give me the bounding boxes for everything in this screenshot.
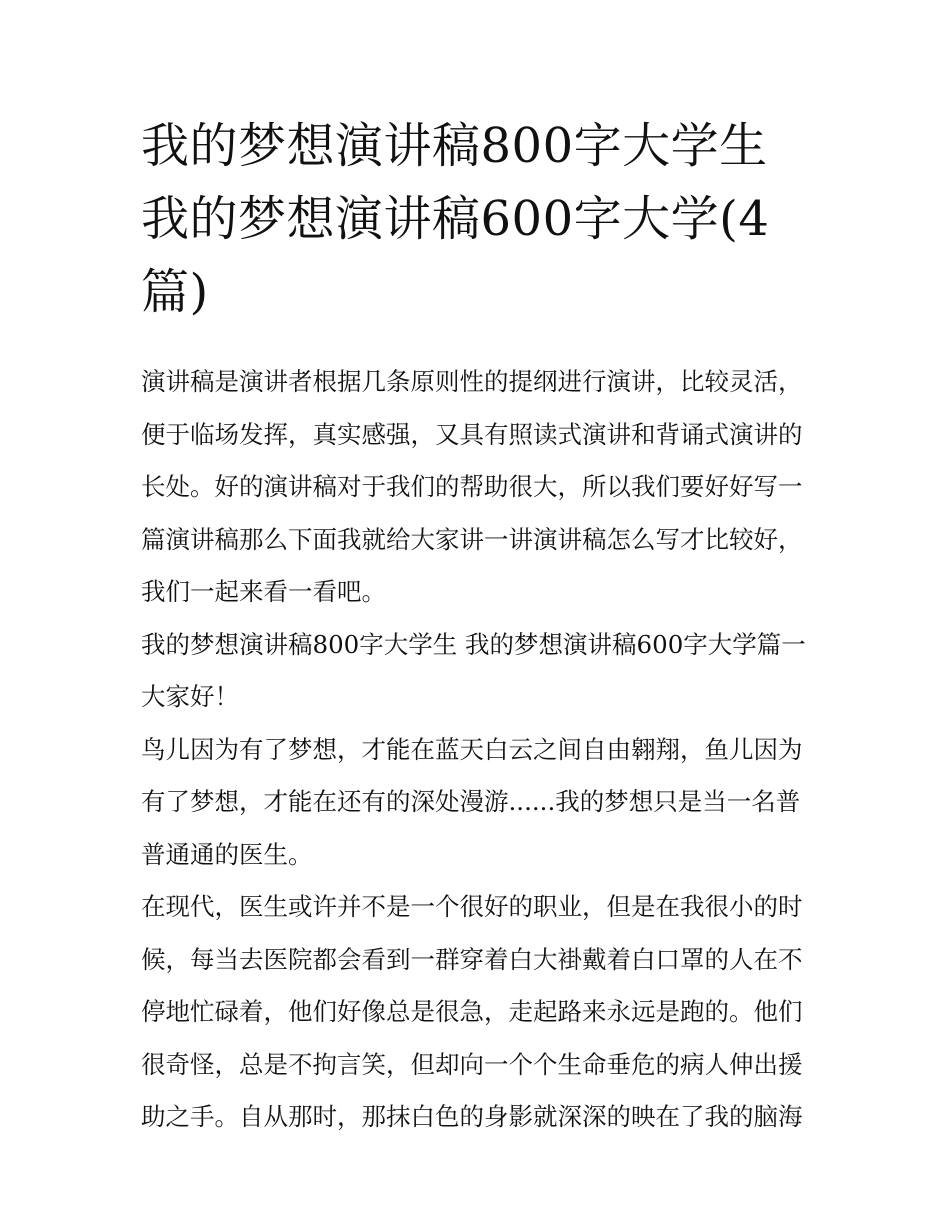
paragraph-intro: 演讲稿是演讲者根据几条原则性的提纲进行演讲，比较灵活，便于临场发挥，真实感强，又具有照读式演讲和背诵式演讲的长处。好的演讲稿对于我们的帮助很大，所以我们要好好写一篇演讲稿那么下面我就给大家讲一讲演讲稿怎么写才比较好，我们一起来看一看吧。 xyxy=(141,367,803,606)
paragraph-section-heading: 我的梦想演讲稿800字大学生 我的梦想演讲稿600字大学篇一 大家好！ xyxy=(141,629,806,711)
paragraph-doctor: 在现代，医生或许并不是一个很好的职业，但是在我很小的时候，每当去医院都会看到一群穿着白大褂戴着白口罩的人在不停地忙碌着，他们好像总是很急，走起路来永远是跑的。他们很奇怪，总是不拘言笑，但却向一个个生命垂危的病人伸出援助之手。自从那时，那抹白色的身影就深深的映在了我的脑海 xyxy=(141,892,803,1131)
document-body xyxy=(141,356,821,1144)
document-title: 我的梦想演讲稿800字大学生 我的梦想演讲稿600字大学(4篇) xyxy=(141,118,770,320)
paragraph-dream: 鸟儿因为有了梦想，才能在蓝天白云之间自由翱翔，鱼儿因为有了梦想，才能在还有的深处漫游......我的梦想只是当一名普普通通的医生。 xyxy=(141,734,803,869)
